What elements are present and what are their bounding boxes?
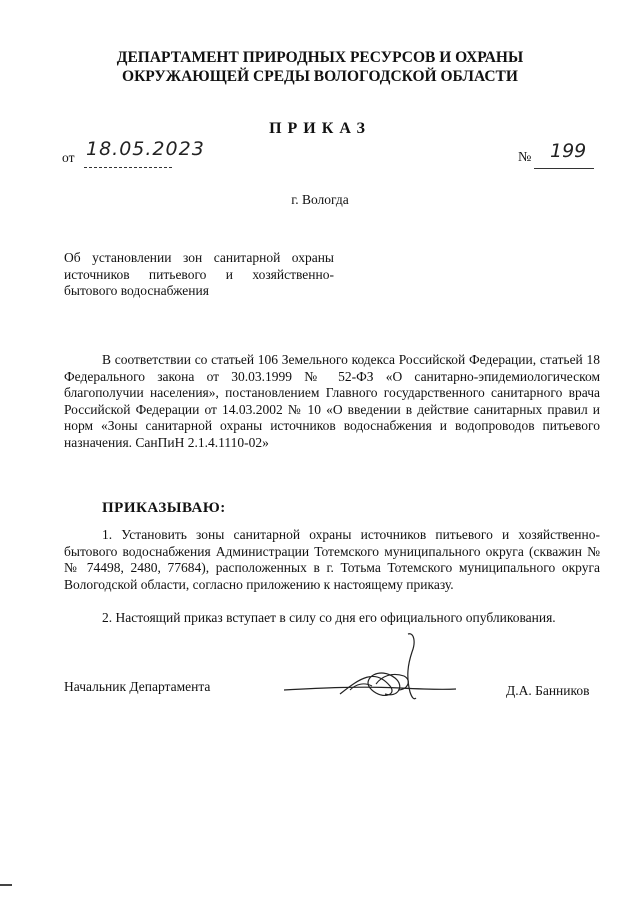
order-item-2: 2. Настоящий приказ вступает в силу со дня его официального опубликования. xyxy=(102,610,556,625)
date-value-handwritten: 18.05.2023 xyxy=(86,138,205,160)
document-title: ПРИКАЗ xyxy=(269,120,371,137)
header-line-2: ОКРУЖАЮЩЕЙ СРЕДЫ ВОЛОГОДСКОЙ ОБЛАСТИ xyxy=(122,68,518,85)
order-subject: Об установлении зон санитарной охраны источников питьевого и хозяйственно-бытового водоснабжения xyxy=(64,250,334,298)
date-underline xyxy=(84,167,172,169)
number-value-handwritten: 199 xyxy=(550,140,587,162)
handwritten-signature xyxy=(280,628,460,706)
signatory-name: Д.А. Банников xyxy=(506,683,590,698)
date-prefix: от xyxy=(62,150,75,165)
department-header xyxy=(0,48,640,86)
number-underline xyxy=(534,168,594,169)
city-line: г. Вологда xyxy=(291,192,349,207)
number-prefix: № xyxy=(518,150,532,165)
header-line-1: ДЕПАРТАМЕНТ ПРИРОДНЫХ РЕСУРСОВ И ОХРАНЫ xyxy=(116,49,524,66)
order-word-heading: ПРИКАЗЫВАЮ: xyxy=(102,500,226,516)
signatory-title: Начальник Департамента xyxy=(64,679,211,694)
preamble-paragraph: В соответствии со статьей 106 Земельного кодекса Российской Федерации, статьей 18 Федерального закона от 30.03.1999 № 52-ФЗ «О санитарно-эпидемиологическом благополучии населения», постановлением Главного государственного санитарного врача Российской Федерации от 14.03.2002 № 10 «О введении в действие санитарных правил и норм «Зоны санитарной охраны источников водоснабжения и водопроводов питьевого назначения. СанПиН 2.1.4.1110-02» xyxy=(64,352,600,450)
order-item-1: 1. Установить зоны санитарной охраны источников питьевого и хозяйственно-бытового водоснабжения Администрации Тотемского муниципального округа (скважин №№ 74498, 2480, 77684), расположенных в г. Тотьма Тотемского муниципального округа Вологодской области, согласно приложению к настоящему приказу. xyxy=(64,527,600,592)
scan-edge-mark xyxy=(0,884,12,886)
